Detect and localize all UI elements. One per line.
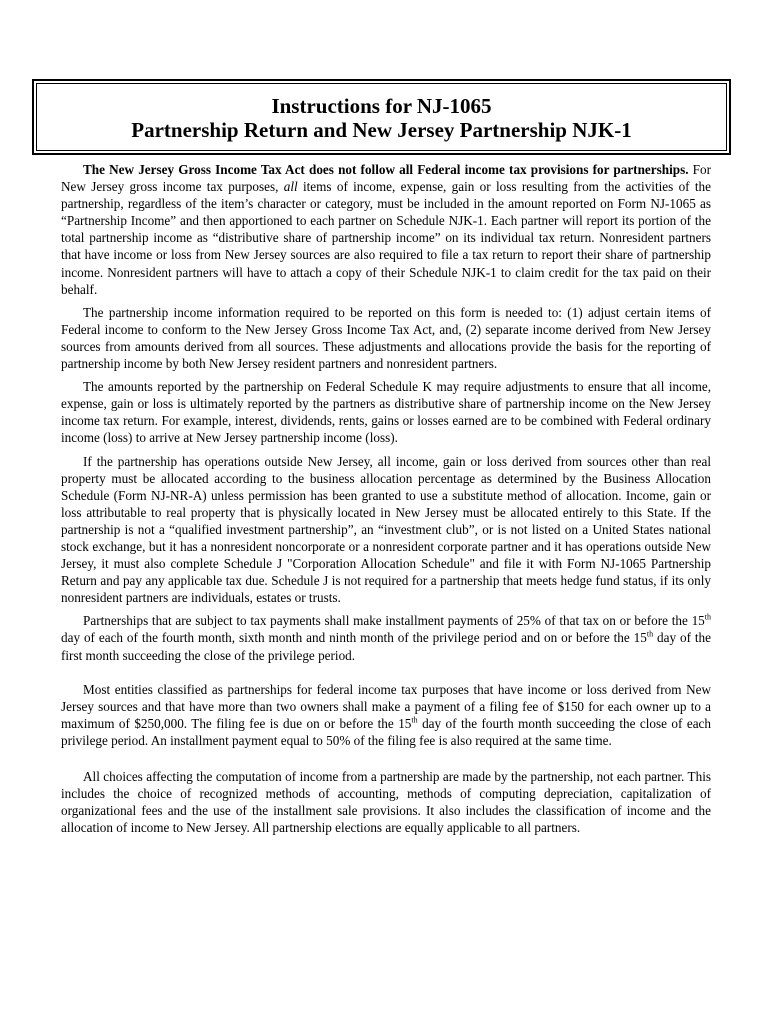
title-line-2: Partnership Return and New Jersey Partnership NJK-1 [131, 117, 632, 142]
intro-bold-text: The New Jersey Gross Income Tax Act does not follow all Federal income tax provisions for partnerships. [83, 162, 689, 177]
paragraph-intro [61, 161, 711, 298]
installment-text-b: day of each of the fourth month, sixth month and ninth month of the privilege period and on or before the 15 [61, 630, 647, 646]
ordinal-suffix: th [704, 612, 711, 622]
installment-text-a: Partnerships that are subject to tax payments shall make installment payments of 25% of that tax on or before the 15 [83, 613, 705, 629]
paragraph-operations-outside-nj: If the partnership has operations outside New Jersey, all income, gain or loss derived from sources other than real property must be allocated according to the business allocation percentage as determined by the Business Allocation Schedule (Form NJ-NR-A) unless permission has been granted to use a substitute method of allocation. Income, gain or loss attributable to real property that is physically located in New Jersey must be allocated entirely to this State. If the partnership is not a “qualified investment partnership”, an “investment club”, or is not listed on a United States national stock exchange, but it has a nonresident noncorporate or a nonresident corporate partner and it has operations outside New Jersey, it must also complete Schedule J "Corporation Allocation Schedule" and file it with Form NJ-1065 Partnership Return and pay any applicable tax due. Schedule J is not required for a partnership that meets hedge fund status, if its only nonresident partners are individuals, estates or trusts. [61, 453, 711, 606]
paragraph-installment-payments [61, 612, 711, 663]
title-line-1: Instructions for NJ-1065 [271, 94, 492, 118]
title-box [36, 83, 727, 151]
installment-text-c: day of the first month succeeding the close of the privilege period. [61, 630, 711, 663]
ordinal-suffix: th [411, 715, 418, 725]
paragraph-schedule-k: The amounts reported by the partnership on Federal Schedule K may require adjustments to ensure that all income, expense, gain or loss is ultimately reported by the partners as distributive share of partnership income on the New Jersey income tax return. For example, interest, dividends, rents, gains or losses earned are to be combined with Federal ordinary income (loss) to arrive at New Jersey partnership income (loss). [61, 379, 711, 446]
paragraph-filing-fee [61, 681, 711, 749]
paragraph-partnership-elections: All choices affecting the computation of income from a partnership are made by the partnership, not each partner. This includes the choice of recognized methods of accounting, methods of computing depreciation, capitalization of organizational fees and the use of the installment sale provisions. It also includes the classification of income and the allocation of income to New Jersey. All partnership elections are equally applicable to all partners. [61, 769, 711, 836]
paragraph-information-required: The partnership income information required to be reported on this form is needed to: (1) adjust certain items of Federal income to conform to the New Jersey Gross Income Tax Act, and, (2) separate income derived from New Jersey sources from amounts derived from all sources. These adjustments and allocations provide the basis for the reporting of partnership income by both New Jersey resident partners and nonresident partners. [61, 304, 711, 372]
filing-fee-text-a: Most entities classified as partnerships for federal income tax purposes that have income or loss derived from New Jersey sources and that have more than two owners shall make a payment of a filing fee of $150 for each owner up to a maximum of $250,000. The filing fee is due on or before the 15 [61, 681, 711, 731]
intro-text-b: items of income, expense, gain or loss resulting from the activities of the partnership, regardless of the item’s character or category, must be included in the amount reported on Form NJ-1065 as “Partnership Income” and then apportioned to each partner on Schedule NJK-1. Each partner will report its portion of the total partnership income as “distributive share of partnership income” on its individual tax return. Nonresident partners that have income or loss from New Jersey sources are also required to file a tax return to report their share of partnership income. Nonresident partners will have to attach a copy of their Schedule NJK-1 to claim credit for the tax paid on their behalf. [61, 179, 712, 297]
intro-text-a: For New Jersey gross income tax purposes, [61, 162, 711, 195]
filing-fee-text-b: day of the fourth month succeeding the close of each privilege period. An installment payment equal to 50% of the filing fee is also required at the same time. [61, 715, 711, 748]
intro-italic-text: all [283, 179, 298, 195]
instructions-body [61, 161, 711, 836]
ordinal-suffix: th [646, 630, 654, 640]
